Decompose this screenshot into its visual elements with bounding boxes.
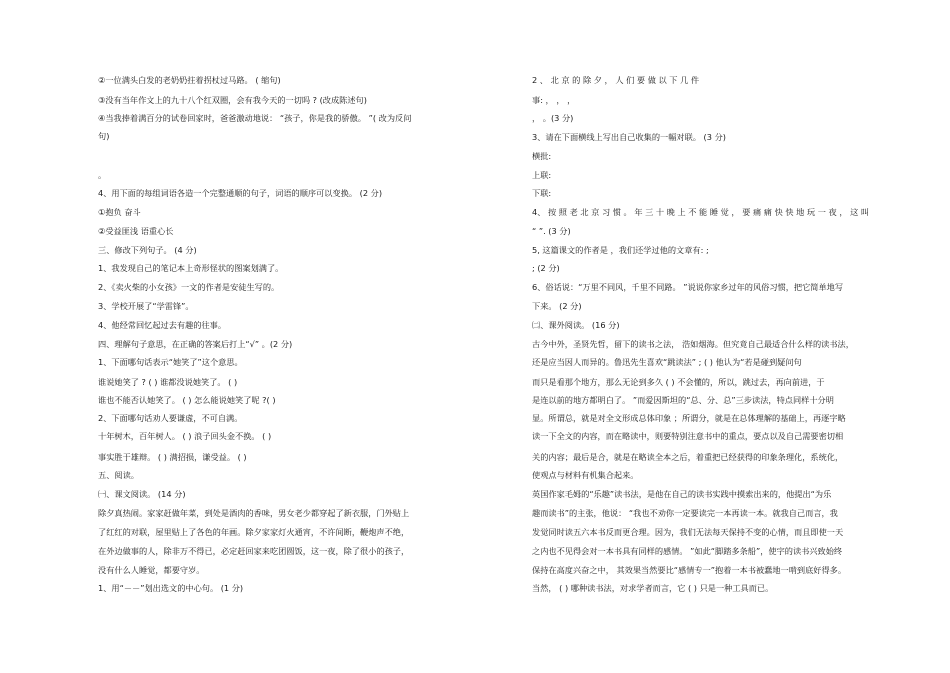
- text-line: 趣而读书”的主张，他说： “我也不劝你一定要读完一本再读一本。就我自己而言，我: [532, 508, 838, 518]
- text-line: ㈡、课外阅读。 (16 分): [532, 320, 620, 330]
- text-line: 在外边做事的人，除非万不得已，必定赶回家来吃团圆饭，这一夜，除了很小的孩子，: [98, 546, 410, 556]
- text-line: 4、他经常回忆起过去有趣的往事。: [98, 320, 227, 330]
- text-line: 1、下面哪句话表示“她笑了”这个意思。: [98, 357, 243, 367]
- text-line: ③没有当年作文上的九十八个红双圈，会有我今天的一切吗 ? (改成陈述句): [98, 95, 367, 105]
- text-line: 显。所谓总，就是对全文形成总体印象 ；所谓分，就是在总体理解的基础上，再逐字略: [532, 413, 846, 423]
- text-line: 三、修改下列句子。 (4 分): [98, 245, 197, 255]
- text-line: 读一下全文的内容，而在略读中，则要特别注意书中的重点，要点以及自己需要密切相: [532, 431, 844, 441]
- text-line: 谁也不能否认她笑了。 ( ) 怎么能说她笑了呢 ?( ): [98, 395, 276, 405]
- text-line: 是连以前的地方都明白了。 ”而爱因斯坦的“总、分、总”三步读法，特点同样十分明: [532, 395, 834, 405]
- text-line: ; (2 分): [532, 263, 560, 273]
- text-line: ①抱负 奋斗: [98, 207, 141, 217]
- text-line: 2、下面哪句话劝人要谦虚，不可自满。: [98, 413, 243, 423]
- text-line: 发觉同时读五六本书反而更合理。因为，我们无法每天保持不变的心情，而且即使一天: [532, 527, 844, 537]
- text-line: 保持在高度兴奋之中， 其效果当然要比“感情专一”抱着一本书被蠢地一啃到底好得多。: [532, 565, 847, 575]
- text-line: “ ”. (3 分): [532, 226, 571, 236]
- text-line: 五、阅读。: [98, 470, 139, 480]
- right-column: [532, 0, 892, 673]
- text-line: 6、俗话说：“万里不同风，千里不同路。 ”说说你家乡过年的风俗习惯，把它简单地写: [532, 282, 844, 292]
- text-line: 使观点与材料有机集合起来。: [532, 470, 639, 480]
- text-line: 古今中外，圣贤先哲，留下的读书之法， 浩如烟海。但究竟自己最适合什么样的读书法，: [532, 339, 854, 349]
- text-line: 3、请在下面横线上写出自己收集的一幅对联。 (3 分): [532, 132, 726, 142]
- text-line: 下来。 (2 分): [532, 301, 582, 311]
- text-line: 事实胜于雄辩。 ( ) 满招损，谦受益。 ( ): [98, 452, 247, 462]
- text-line: ②一位满头白发的老奶奶拄着拐杖过马路。 ( 缩句): [98, 75, 281, 85]
- text-line: 2 、 北 京 的 除 夕 ， 人 们 要 做 以 下 几 件: [532, 75, 700, 85]
- text-line: 四、理解句子意思，在正确的答案后打上“√” 。(2 分): [98, 339, 293, 349]
- text-line: 3、学校开展了“学雷锋”。: [98, 301, 194, 311]
- text-line: 还是应当因人而异的。鲁迅先生喜欢“跳读法” ; ( ) 他认为“若是碰到疑问句: [532, 357, 802, 367]
- text-line: 横批:: [532, 151, 552, 161]
- text-line: 谁说她笑了 ? ( ) 谁都没说她笑了。 ( ): [98, 377, 238, 387]
- text-line: 之内也不见得会对一本书具有同样的感情。 ”如此“脚踏多条船”，使字的读书兴致始终: [532, 546, 843, 556]
- text-line: 没有什么人睡觉，都要守岁。: [98, 565, 205, 575]
- text-line: ， 。(3 分): [532, 113, 574, 123]
- text-line: 十年树木，百年树人。 ( ) 浪子回头金不换。 ( ): [98, 431, 272, 441]
- text-line: 关的内容；最后是合，就是在略读全本之后，着重把已经获得的印象条理化，系统化，: [532, 452, 844, 462]
- text-line: 上联:: [532, 170, 552, 180]
- text-line: 除夕真热闹。家家赶做年菜，到处是酒肉的香味，男女老少都穿起了新衣服，门外贴上: [98, 508, 410, 518]
- text-line: ②受益匪浅 语重心长: [98, 226, 174, 236]
- text-line: 。: [98, 170, 107, 180]
- text-line: 当然， ( ) 哪种读书法，对求学者而言，它 ( ) 只是一种工具而已。: [532, 583, 774, 593]
- text-line: ④当我捧着满百分的试卷回家时，爸爸激动地说： “孩子，你是我的骄傲。 ”( 改为反问: [98, 113, 412, 123]
- text-line: 1、用“－－”划出选文的中心句。 (1 分): [98, 583, 244, 593]
- text-line: 事: ， ， ，: [532, 95, 576, 105]
- text-line: 了红红的对联，屋里贴上了各色的年画。除夕家家灯火通宵，不许间断，鞭炮声不绝，: [98, 527, 410, 537]
- text-line: 4、 按 照 老 北 京 习 惯 。 年 三 十 晚 上 不 能 睡 觉 ， 要 痛 痛 快 快 地 玩 一 夜 ， 这 叫: [532, 207, 870, 217]
- text-line: 4、用下面的每组词语各造一个完整通顺的句子，词语的顺序可以变换。 (2 分): [98, 188, 383, 198]
- text-line: 而只是看那个地方，那么无论到多久 ( ) 不会懂的，所以，跳过去，再向前进，于: [532, 377, 825, 387]
- text-line: 下联:: [532, 188, 552, 198]
- text-line: 5, 这篇课文的作者是 ，我们还学过他的文章有: ;: [532, 245, 709, 255]
- left-column: [98, 0, 470, 673]
- text-line: ㈠、课文阅读。 (14 分): [98, 489, 186, 499]
- text-line: 2、《卖火柴的小女孩》一文的作者是安徒生写的。: [98, 282, 280, 292]
- text-line: 句): [98, 131, 110, 141]
- text-line: 英国作家毛姆的“乐趣”读书法，是他在自己的读书实践中摸索出来的，他提出“为乐: [532, 489, 832, 499]
- text-line: 1、我发现自己的笔记本上奇形怪状的图案划满了。: [98, 263, 284, 273]
